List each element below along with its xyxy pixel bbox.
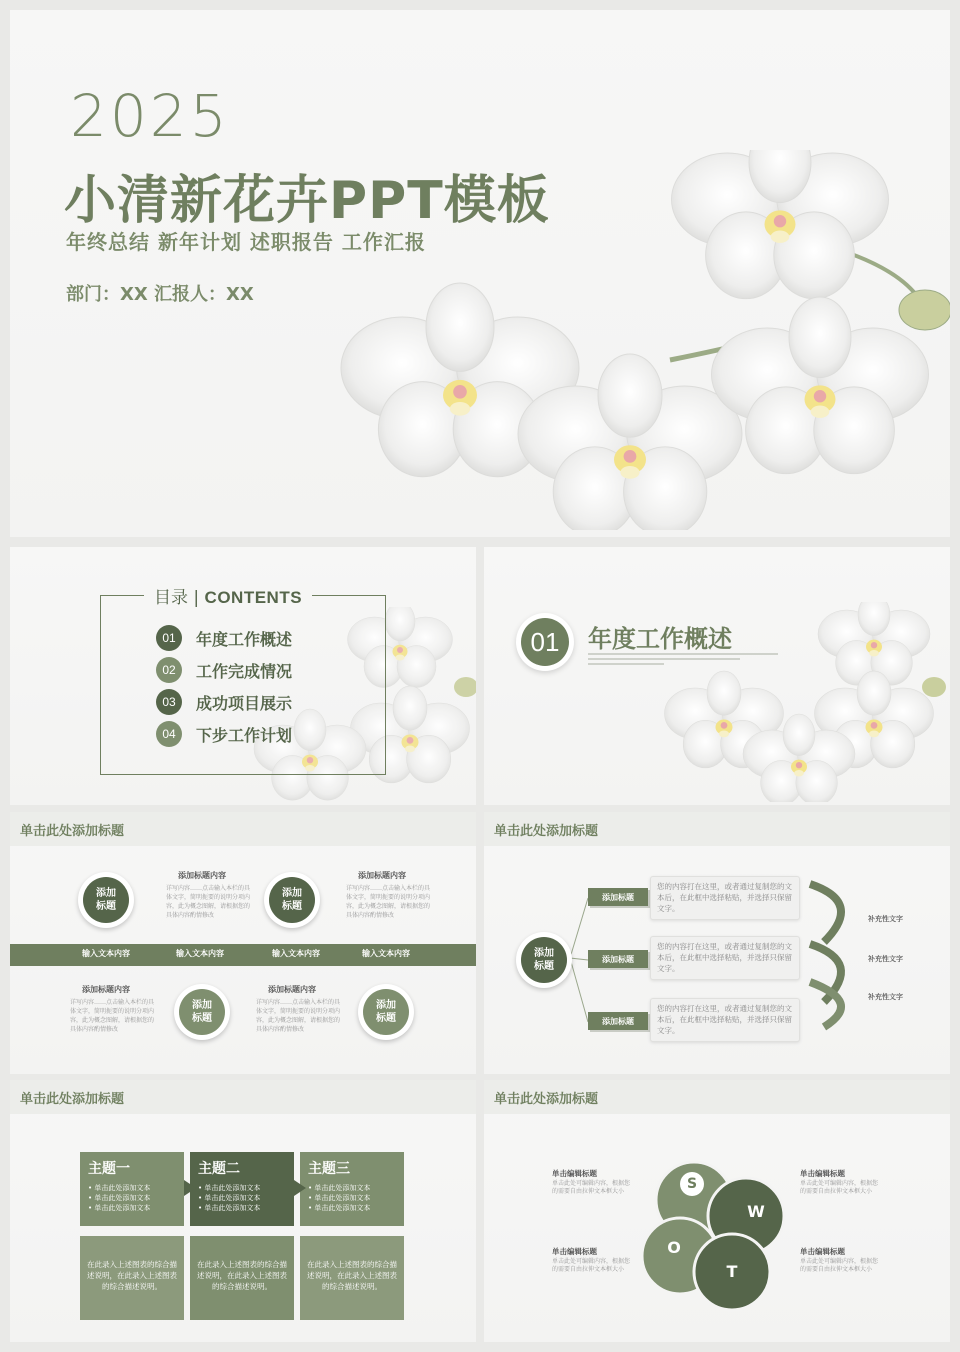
tree-textbox[interactable]: 您的内容打在这里，或者通过复制您的文本后，在此框中选择粘贴，并选择只保留文字。 <box>650 876 800 920</box>
slide-header: 单击此处添加标题 <box>10 1080 476 1114</box>
slide-swot[interactable] <box>484 1080 950 1342</box>
block-body: 详写内容……点击输入本栏的具体文字，简明扼要的说明分项内容，此为概念图解，请根据您的具体内容酌情修改 <box>166 885 251 919</box>
tree-tag[interactable]: 添加标题 <box>588 950 648 968</box>
block-body: 详写内容……点击输入本栏的具体文字，简明扼要的说明分项内容，此为概念图解，请根据您的具体内容酌情修改 <box>256 999 341 1033</box>
theme-desc-3: 在此录入上述图表的综合描述说明，在此录入上述图表的综合描述说明。 <box>300 1236 404 1320</box>
section-number-badge: 01 <box>516 613 574 671</box>
contents-frame <box>100 595 386 775</box>
band-label: 输入文本内容 <box>272 949 320 958</box>
cover-meta: 部门：XX 汇报人：XX <box>66 284 254 305</box>
theme-desc-1: 在此录入上述图表的综合描述说明，在此录入上述图表的综合描述说明。 <box>80 1236 184 1320</box>
swot-letter-o: O <box>667 1237 681 1257</box>
timeline-node[interactable]: 添加 标题 <box>174 984 230 1040</box>
slide-themes[interactable] <box>10 1080 476 1342</box>
cover-year: 2025 <box>70 82 230 150</box>
swot-desc: 单击此处可编辑内容，根据您的需要自由拉伸文本框大小 <box>552 1180 631 1196</box>
slide-tree[interactable] <box>484 812 950 1074</box>
section-placeholder-lines <box>588 653 778 669</box>
section-title: 年度工作概述 <box>588 625 732 653</box>
band-label: 输入文本内容 <box>176 949 224 958</box>
slide-header: 单击此处添加标题 <box>10 812 476 846</box>
block-body: 详写内容……点击输入本栏的具体文字，简明扼要的说明分项内容，此为概念图解，请根据您的具体内容酌情修改 <box>70 999 155 1033</box>
arrow-icon <box>184 1180 196 1196</box>
toc-item-2[interactable]: 02 工作完成情况 <box>156 657 292 683</box>
block-title: 添加标题内容 <box>178 871 226 880</box>
toc-item-4[interactable]: 04 下步工作计划 <box>156 721 292 747</box>
swot-label: 单击编辑标题 <box>552 1247 597 1256</box>
tree-tag[interactable]: 添加标题 <box>588 1012 648 1030</box>
contents-header: 目录 | CONTENTS <box>144 583 312 608</box>
side-note: 补充性文字 <box>868 915 903 923</box>
swot-diagram <box>634 1150 804 1320</box>
swot-label: 单击编辑标题 <box>800 1169 845 1178</box>
swot-desc: 单击此处可编辑内容，根据您的需要自由拉伸文本框大小 <box>800 1180 879 1196</box>
slide-timeline[interactable] <box>10 812 476 1074</box>
block-body: 详写内容……点击输入本栏的具体文字，简明扼要的说明分项内容，此为概念图解，请根据您的具体内容酌情修改 <box>346 885 431 919</box>
theme-card-3[interactable]: 主题三 • 单击此处添加文本 • 单击此处添加文本 • 单击此处添加文本 <box>300 1152 404 1226</box>
tree-root-node[interactable]: 添加 标题 <box>516 932 572 988</box>
swot-desc: 单击此处可编辑内容，根据您的需要自由拉伸文本框大小 <box>552 1258 631 1274</box>
swot-desc: 单击此处可编辑内容，根据您的需要自由拉伸文本框大小 <box>800 1258 879 1274</box>
tree-textbox[interactable]: 您的内容打在这里，或者通过复制您的文本后，在此框中选择粘贴，并选择只保留文字。 <box>650 936 800 980</box>
swot-letter-w: W <box>747 1201 765 1221</box>
tree-tag[interactable]: 添加标题 <box>588 888 648 906</box>
arrow-icon <box>294 1180 306 1196</box>
block-title: 添加标题内容 <box>358 871 406 880</box>
band-label: 输入文本内容 <box>362 949 410 958</box>
side-note: 补充性文字 <box>868 993 903 1001</box>
timeline-node[interactable]: 添加 标题 <box>358 984 414 1040</box>
swot-letter-t: T <box>726 1261 738 1281</box>
swot-letter-s: S <box>680 1172 704 1196</box>
timeline-node[interactable]: 添加 标题 <box>78 872 134 928</box>
theme-card-2[interactable]: 主题二 • 单击此处添加文本 • 单击此处添加文本 • 单击此处添加文本 <box>190 1152 294 1226</box>
cover-title: 小清新花卉PPT模板 <box>64 171 550 231</box>
orchid-illustration <box>340 150 950 530</box>
slide-header: 单击此处添加标题 <box>484 812 950 846</box>
theme-card-1[interactable]: 主题一 • 单击此处添加文本 • 单击此处添加文本 • 单击此处添加文本 <box>80 1152 184 1226</box>
theme-desc-2: 在此录入上述图表的综合描述说明，在此录入上述图表的综合描述说明。 <box>190 1236 294 1320</box>
slide-cover[interactable] <box>10 10 950 537</box>
slide-contents[interactable] <box>10 547 476 805</box>
slide-header: 单击此处添加标题 <box>484 1080 950 1114</box>
tree-textbox[interactable]: 您的内容打在这里，或者通过复制您的文本后，在此框中选择粘贴，并选择只保留文字。 <box>650 998 800 1042</box>
block-title: 添加标题内容 <box>268 985 316 994</box>
band-label: 输入文本内容 <box>82 949 130 958</box>
swot-label: 单击编辑标题 <box>800 1247 845 1256</box>
toc-item-3[interactable]: 03 成功项目展示 <box>156 689 292 715</box>
block-title: 添加标题内容 <box>82 985 130 994</box>
cover-subtitle: 年终总结 新年计划 述职报告 工作汇报 <box>66 230 426 254</box>
toc-item-1[interactable]: 01 年度工作概述 <box>156 625 292 651</box>
side-note: 补充性文字 <box>868 955 903 963</box>
swot-label: 单击编辑标题 <box>552 1169 597 1178</box>
slide-section-01[interactable] <box>484 547 950 805</box>
timeline-node[interactable]: 添加 标题 <box>264 872 320 928</box>
